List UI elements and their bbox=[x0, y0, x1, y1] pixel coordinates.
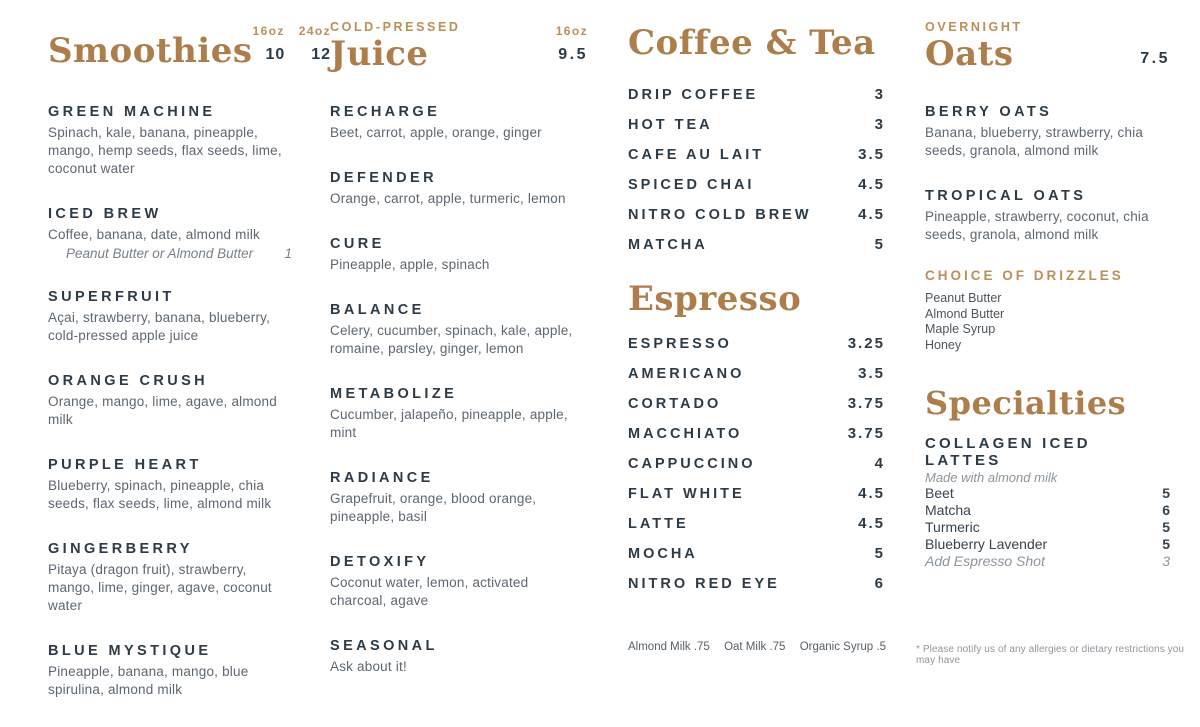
menu-item bbox=[330, 470, 588, 526]
specialty-row bbox=[925, 502, 1170, 519]
price-row-name: ESPRESSO bbox=[628, 336, 732, 353]
price-row bbox=[628, 206, 885, 236]
price-row-name: LATTE bbox=[628, 516, 689, 533]
specialty-price: 6 bbox=[1162, 501, 1170, 518]
price-row bbox=[628, 485, 885, 515]
price-row-name: MATCHA bbox=[628, 236, 708, 253]
specialties-title: Specialties bbox=[925, 384, 1127, 422]
menu-item-description: Pitaya (dragon fruit), strawberry, mango, lime, ginger, agave, coconut water bbox=[48, 562, 272, 613]
price-row bbox=[628, 425, 885, 455]
price-row-price: 5 bbox=[874, 235, 885, 253]
menu-item-name: GINGERBERRY bbox=[48, 541, 193, 557]
price-row bbox=[628, 545, 885, 575]
menu-item bbox=[330, 638, 588, 676]
footnote-almond-milk: Almond Milk .75 bbox=[628, 641, 710, 653]
drizzle-option: Peanut Butter bbox=[925, 291, 1002, 305]
menu-item bbox=[48, 104, 292, 178]
price-row-price: 3.75 bbox=[847, 425, 885, 443]
oats-item-list bbox=[925, 104, 1170, 244]
menu-item-description: Spinach, kale, banana, pineapple, mango, hemp seeds, flax seeds, lime, coconut water bbox=[48, 125, 282, 176]
smoothies-item-list bbox=[48, 104, 292, 699]
menu-item-description: Grapefruit, orange, blood orange, pineapple, basil bbox=[330, 491, 537, 524]
specialty-row bbox=[925, 485, 1170, 502]
smoothies-title: Smoothies bbox=[48, 31, 253, 71]
menu-item bbox=[925, 104, 1170, 160]
price-row-price: 4.5 bbox=[858, 205, 885, 223]
allergy-footnote: * Please notify us of any allergies or dietary restrictions you may have bbox=[916, 644, 1185, 666]
price-row-name: AMERICANO bbox=[628, 366, 745, 383]
oats-kicker: OVERNIGHT bbox=[925, 20, 1023, 34]
drizzle-option: Maple Syrup bbox=[925, 322, 996, 336]
smoothies-size-prices bbox=[253, 20, 332, 64]
price-row-name: CORTADO bbox=[628, 396, 722, 413]
espresso-header bbox=[628, 278, 885, 319]
drizzle-option: Almond Butter bbox=[925, 306, 1005, 321]
menu-item-name: SUPERFRUIT bbox=[48, 289, 175, 305]
menu-item bbox=[330, 236, 588, 274]
menu-item-description: Pineapple, strawberry, coconut, chia seeds, granola, almond milk bbox=[925, 209, 1149, 242]
menu-item bbox=[48, 206, 292, 261]
juice-item-list bbox=[330, 104, 588, 676]
price-row-price: 3.25 bbox=[847, 335, 885, 353]
juice-header bbox=[330, 20, 588, 82]
price-row-price: 3 bbox=[874, 115, 885, 133]
oats-price: 7.5 bbox=[1140, 50, 1170, 67]
drizzles-block bbox=[925, 268, 1170, 353]
drizzles-heading: CHOICE OF DRIZZLES bbox=[925, 268, 1124, 283]
juice-size-price bbox=[556, 20, 588, 64]
menu-item-name: GREEN MACHINE bbox=[48, 104, 216, 120]
specialty-name: Turmeric bbox=[925, 518, 980, 535]
price-row-name: CAFE AU LAIT bbox=[628, 146, 765, 163]
menu-item-name: DEFENDER bbox=[330, 170, 437, 186]
section-oats-specialties bbox=[925, 20, 1170, 570]
juice-price: 9.5 bbox=[558, 46, 588, 63]
menu-item-name: RADIANCE bbox=[330, 470, 434, 486]
menu-item-description: Coconut water, lemon, activated charcoal, agave bbox=[330, 575, 529, 608]
menu-item bbox=[48, 289, 292, 345]
price-row bbox=[628, 575, 885, 605]
menu-item-description: Orange, mango, lime, agave, almond milk bbox=[48, 394, 277, 427]
menu-item-addon-label: Peanut Butter or Almond Butter bbox=[66, 246, 254, 261]
menu-item-description: Celery, cucumber, spinach, kale, apple, romaine, parsley, ginger, lemon bbox=[330, 323, 573, 356]
price-row bbox=[628, 515, 885, 545]
size-label-24oz: 24oz bbox=[298, 24, 332, 38]
menu-item-name: PURPLE HEART bbox=[48, 457, 202, 473]
menu-item-description: Coffee, banana, date, almond milk bbox=[48, 227, 260, 242]
specialty-price: 5 bbox=[1162, 484, 1170, 501]
price-row-price: 3.5 bbox=[858, 145, 885, 163]
specialty-row bbox=[925, 519, 1170, 536]
oats-header bbox=[925, 20, 1170, 82]
size-label-16oz: 16oz bbox=[252, 24, 285, 38]
menu-item-name: TROPICAL OATS bbox=[925, 188, 1087, 204]
menu-item-addon-price: 1 bbox=[284, 246, 292, 261]
menu-item-name: BLUE MYSTIQUE bbox=[48, 643, 212, 659]
section-coffee-espresso bbox=[628, 23, 885, 605]
menu-item-description: Orange, carrot, apple, turmeric, lemon bbox=[330, 191, 566, 206]
price-row-name: SPICED CHAI bbox=[628, 176, 755, 193]
menu-item-description: Cucumber, jalapeño, pineapple, apple, mint bbox=[330, 407, 568, 440]
menu-item bbox=[48, 541, 292, 615]
menu-item-name: BALANCE bbox=[330, 302, 425, 318]
price-row-name: NITRO RED EYE bbox=[628, 576, 780, 593]
menu-item bbox=[330, 170, 588, 208]
smoothies-price-16oz: 10 bbox=[265, 46, 286, 63]
specialty-name: Beet bbox=[925, 484, 954, 501]
menu-item-description: Beet, carrot, apple, orange, ginger bbox=[330, 125, 542, 140]
price-row-price: 4.5 bbox=[858, 485, 885, 503]
specialties-group-note: Made with almond milk bbox=[925, 469, 1058, 485]
menu-item bbox=[925, 188, 1170, 244]
specialty-addon-row bbox=[925, 553, 1170, 570]
menu-item-name: BERRY OATS bbox=[925, 104, 1053, 120]
price-row-price: 4 bbox=[874, 455, 885, 473]
menu-item-description: Açai, strawberry, banana, blueberry, cold-pressed apple juice bbox=[48, 310, 271, 343]
menu-item-description: Banana, blueberry, strawberry, chia seeds, granola, almond milk bbox=[925, 125, 1144, 158]
specialty-name: Blueberry Lavender bbox=[925, 535, 1048, 552]
price-row bbox=[628, 455, 885, 485]
price-row bbox=[628, 86, 885, 116]
menu-item-description: Blueberry, spinach, pineapple, chia seeds, flax seeds, lime, almond milk bbox=[48, 478, 272, 511]
specialty-price: 5 bbox=[1162, 518, 1170, 535]
menu-item-name: METABOLIZE bbox=[330, 386, 458, 402]
coffee-title: Coffee & Tea bbox=[628, 23, 876, 63]
menu-item-name: SEASONAL bbox=[330, 638, 438, 654]
price-row-name: DRIP COFFEE bbox=[628, 86, 759, 103]
coffee-header bbox=[628, 23, 885, 63]
juice-size-label: 16oz bbox=[555, 24, 588, 38]
menu-item bbox=[48, 457, 292, 513]
smoothies-size-labels bbox=[253, 24, 332, 38]
price-row bbox=[628, 395, 885, 425]
menu-item-description: Pineapple, apple, spinach bbox=[330, 257, 490, 272]
price-row-name: HOT TEA bbox=[628, 116, 713, 133]
menu-item-name: DETOXIFY bbox=[330, 554, 430, 570]
price-row-name: NITRO COLD BREW bbox=[628, 206, 812, 223]
price-row-price: 3.75 bbox=[847, 395, 885, 413]
menu-item bbox=[48, 643, 292, 699]
specialty-row bbox=[925, 536, 1170, 553]
price-row-price: 6 bbox=[874, 575, 885, 593]
milk-options-footnote bbox=[628, 641, 886, 653]
menu-item-name: ORANGE CRUSH bbox=[48, 373, 209, 389]
espresso-item-list bbox=[628, 335, 885, 605]
oats-title-block bbox=[925, 20, 1023, 73]
menu-item bbox=[330, 104, 588, 142]
oats-price-block bbox=[1140, 20, 1170, 68]
specialty-price: 5 bbox=[1162, 535, 1170, 552]
menu-item-name: ICED BREW bbox=[48, 206, 162, 222]
drizzles-option-list bbox=[925, 291, 1170, 353]
specialties-group bbox=[925, 435, 1170, 570]
section-juice bbox=[330, 20, 588, 704]
juice-title: Juice bbox=[330, 34, 429, 74]
price-row bbox=[628, 116, 885, 146]
price-row-price: 3 bbox=[874, 85, 885, 103]
price-row-price: 4.5 bbox=[858, 175, 885, 193]
smoothies-price-24oz: 12 bbox=[311, 46, 332, 63]
oats-title: Oats bbox=[925, 34, 1014, 74]
menu-item-description: Pineapple, banana, mango, blue spirulina, almond milk bbox=[48, 664, 249, 697]
menu-item-name: RECHARGE bbox=[330, 104, 441, 120]
juice-title-block bbox=[330, 20, 461, 73]
price-row-name: MACCHIATO bbox=[628, 426, 743, 443]
smoothies-header bbox=[48, 20, 332, 82]
menu-item-addon bbox=[48, 246, 292, 261]
menu-item bbox=[330, 554, 588, 610]
price-row bbox=[628, 236, 885, 266]
menu-item bbox=[330, 302, 588, 358]
section-smoothies bbox=[48, 20, 332, 727]
specialty-addon-price: 3 bbox=[1162, 552, 1170, 569]
price-row-name: FLAT WHITE bbox=[628, 486, 745, 503]
juice-kicker: COLD-PRESSED bbox=[330, 20, 461, 34]
specialty-name: Matcha bbox=[925, 501, 971, 518]
price-row bbox=[628, 146, 885, 176]
price-row-price: 3.5 bbox=[858, 365, 885, 383]
menu-item bbox=[330, 386, 588, 442]
price-row-price: 4.5 bbox=[858, 515, 885, 533]
specialties-item-list bbox=[925, 485, 1170, 553]
specialties-group-heading: COLLAGEN ICED LATTES bbox=[925, 434, 1091, 469]
price-row bbox=[628, 335, 885, 365]
menu-item-name: CURE bbox=[330, 236, 385, 252]
price-row bbox=[628, 176, 885, 206]
footnote-oat-milk: Oat Milk .75 bbox=[724, 641, 786, 653]
price-row-price: 5 bbox=[874, 545, 885, 563]
specialties-header bbox=[925, 384, 1170, 422]
price-row-name: CAPPUCCINO bbox=[628, 456, 756, 473]
espresso-title: Espresso bbox=[628, 278, 802, 319]
specialty-addon-name: Add Espresso Shot bbox=[925, 552, 1045, 569]
price-row-name: MOCHA bbox=[628, 546, 698, 563]
smoothies-prices bbox=[253, 46, 332, 64]
coffee-item-list bbox=[628, 86, 885, 266]
drizzle-option: Honey bbox=[925, 337, 962, 352]
price-row bbox=[628, 365, 885, 395]
menu-item-description: Ask about it! bbox=[330, 659, 407, 674]
footnote-organic-syrup: Organic Syrup .5 bbox=[799, 641, 886, 653]
menu-item bbox=[48, 373, 292, 429]
